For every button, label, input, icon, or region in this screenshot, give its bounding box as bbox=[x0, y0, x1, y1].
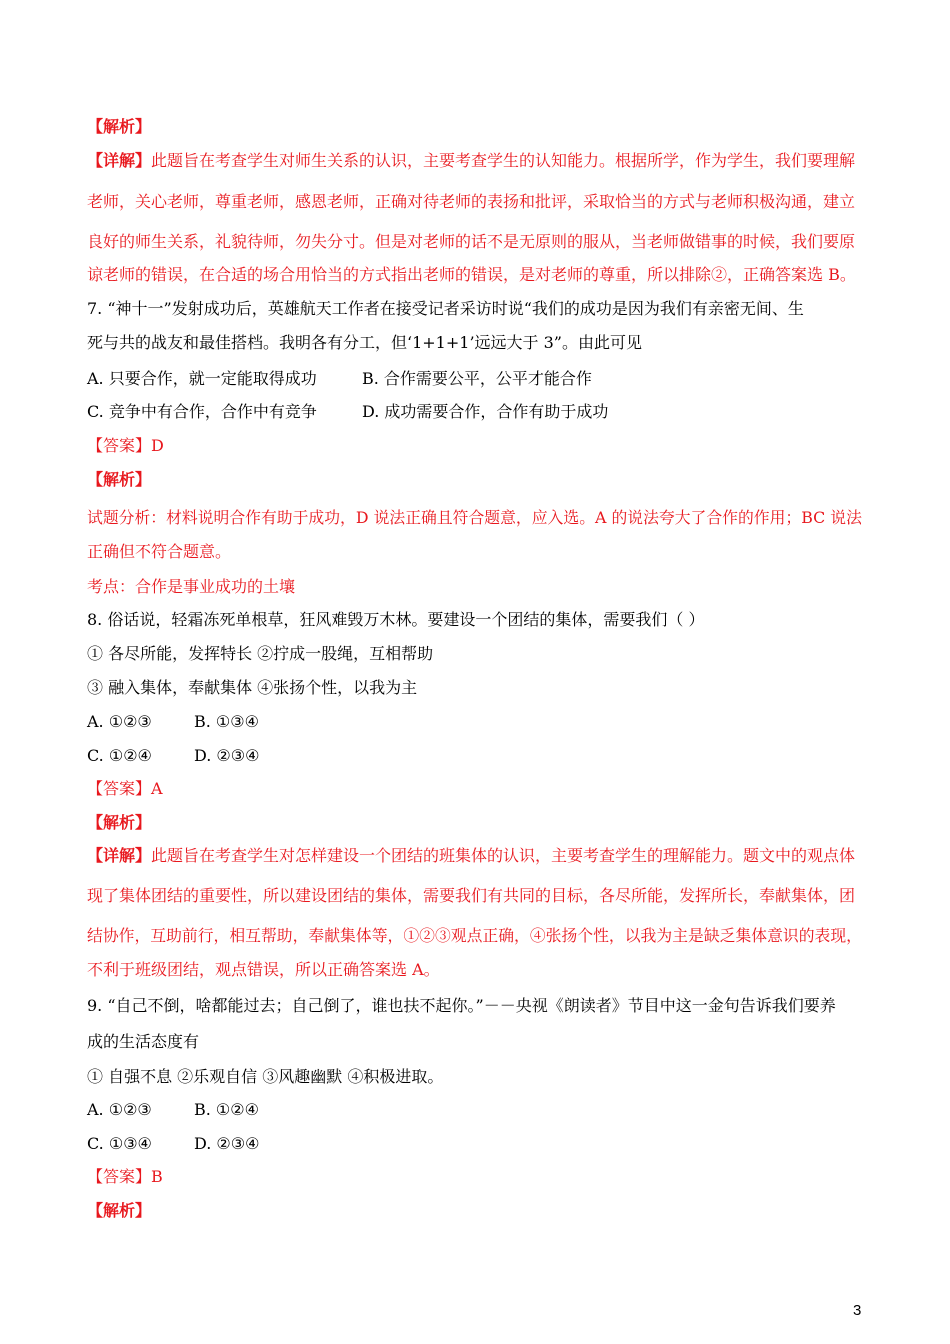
q6-detail-line-4: 谅老师的错误，在合适的场合用恰当的方式指出老师的错误，是对老师的尊重，所以排除②，正确答案选 B。 bbox=[87, 265, 856, 284]
q8-detail-text-1: 此题旨在考查学生对怎样建设一个团结的班集体的认识，主要考查学生的理解能力。题文中的观点体 bbox=[151, 846, 856, 865]
q7-option-row-1 bbox=[87, 369, 592, 389]
q8-option-d: D. ②③④ bbox=[194, 746, 260, 765]
q9-answer: 【答案】B bbox=[87, 1167, 163, 1186]
q8-option-row-1 bbox=[87, 712, 259, 732]
q9-option-d: D. ②③④ bbox=[194, 1134, 260, 1153]
q8-option-row-2 bbox=[87, 746, 260, 766]
q6-detail-line-1 bbox=[87, 151, 855, 171]
q9-jiexi-label: 【解析】 bbox=[87, 1201, 152, 1220]
q7-option-b: B. 合作需要公平，公平才能合作 bbox=[362, 369, 592, 388]
q8-detail-line-3: 结协作，互助前行，相互帮助，奉献集体等，①②③观点正确，④张扬个性，以我为主是缺乏集体意识的表现， bbox=[87, 926, 862, 945]
q8-option-b: B. ①③④ bbox=[194, 712, 259, 731]
q6-detail-line-2: 老师，关心老师，尊重老师，感恩老师，正确对待老师的表扬和批评，采取恰当的方式与老师积极沟通，建立 bbox=[87, 192, 856, 211]
q7-analysis-2: 正确但不符合题意。 bbox=[87, 542, 232, 561]
q6-detail-line-3: 良好的师生关系，礼貌待师，勿失分寸。但是对老师的话不是无原则的服从，当老师做错事的时候，我们要原 bbox=[87, 232, 856, 251]
q9-option-c: C. ①③④ bbox=[87, 1134, 152, 1153]
q8-detail-line-1 bbox=[87, 846, 855, 866]
q9-option-a: A. ①②③ bbox=[87, 1100, 152, 1119]
q7-kaodian: 考点：合作是事业成功的土壤 bbox=[87, 577, 296, 596]
q6-jiexi-label: 【解析】 bbox=[87, 117, 152, 136]
q8-detail-line-4: 不利于班级团结，观点错误，所以正确答案选 A。 bbox=[87, 960, 440, 979]
q8-xiangjie-label: 【详解】 bbox=[87, 846, 152, 865]
q8-answer: 【答案】A bbox=[87, 779, 163, 798]
q8-option-c: C. ①②④ bbox=[87, 746, 152, 765]
q7-option-c: C. 竞争中有合作，合作中有竞争 bbox=[87, 402, 317, 421]
q7-stem-2: 死与共的战友和最佳搭档。我明各有分工，但‘1+1+1’远远大于 3”。由此可见 bbox=[87, 333, 642, 352]
q9-option-row-1 bbox=[87, 1100, 259, 1120]
page-number: 3 bbox=[853, 1302, 862, 1319]
q9-stem-2: 成的生活态度有 bbox=[87, 1032, 200, 1051]
q8-jiexi-label: 【解析】 bbox=[87, 813, 152, 832]
q8-items-2: ③ 融入集体，奉献集体 ④张扬个性，以我为主 bbox=[87, 678, 418, 697]
q9-option-row-2 bbox=[87, 1134, 260, 1154]
q7-option-row-2 bbox=[87, 402, 609, 422]
q7-jiexi-label: 【解析】 bbox=[87, 470, 152, 489]
q8-items-1: ① 各尽所能，发挥特长 ②拧成一股绳，互相帮助 bbox=[87, 644, 434, 663]
q7-answer: 【答案】D bbox=[87, 436, 164, 455]
q9-items: ① 自强不息 ②乐观自信 ③风趣幽默 ④积极进取。 bbox=[87, 1067, 444, 1086]
q8-stem: 8. 俗话说，轻霜冻死单根草，狂风难毁万木林。要建设一个团结的集体，需要我们（ ） bbox=[87, 610, 705, 629]
q8-detail-line-2: 现了集体团结的重要性，所以建设团结的集体，需要我们有共同的目标，各尽所能，发挥所长，奉献集体，团 bbox=[87, 886, 856, 905]
q8-option-a: A. ①②③ bbox=[87, 712, 152, 731]
q7-analysis-1: 试题分析：材料说明合作有助于成功，D 说法正确且符合题意，应入选。A 的说法夸大了合作的作用；BC 说法 bbox=[87, 508, 862, 527]
q9-stem-1: 9. “自己不倒，啥都能过去；自己倒了，谁也扶不起你。”－－央视《朗读者》节目中这一金句告诉我们要养 bbox=[87, 996, 836, 1015]
q7-option-a: A. 只要合作，就一定能取得成功 bbox=[87, 369, 317, 388]
q7-option-d: D. 成功需要合作，合作有助于成功 bbox=[362, 402, 609, 421]
q7-stem-1: 7. “神十一”发射成功后，英雄航天工作者在接受记者采访时说“我们的成功是因为我们有亲密无间、生 bbox=[87, 299, 804, 318]
q6-detail-text-1: 此题旨在考查学生对师生关系的认识，主要考查学生的认知能力。根据所学，作为学生，我们要理解 bbox=[151, 151, 856, 170]
q6-xiangjie-label: 【详解】 bbox=[87, 151, 152, 170]
q9-option-b: B. ①②④ bbox=[194, 1100, 259, 1119]
